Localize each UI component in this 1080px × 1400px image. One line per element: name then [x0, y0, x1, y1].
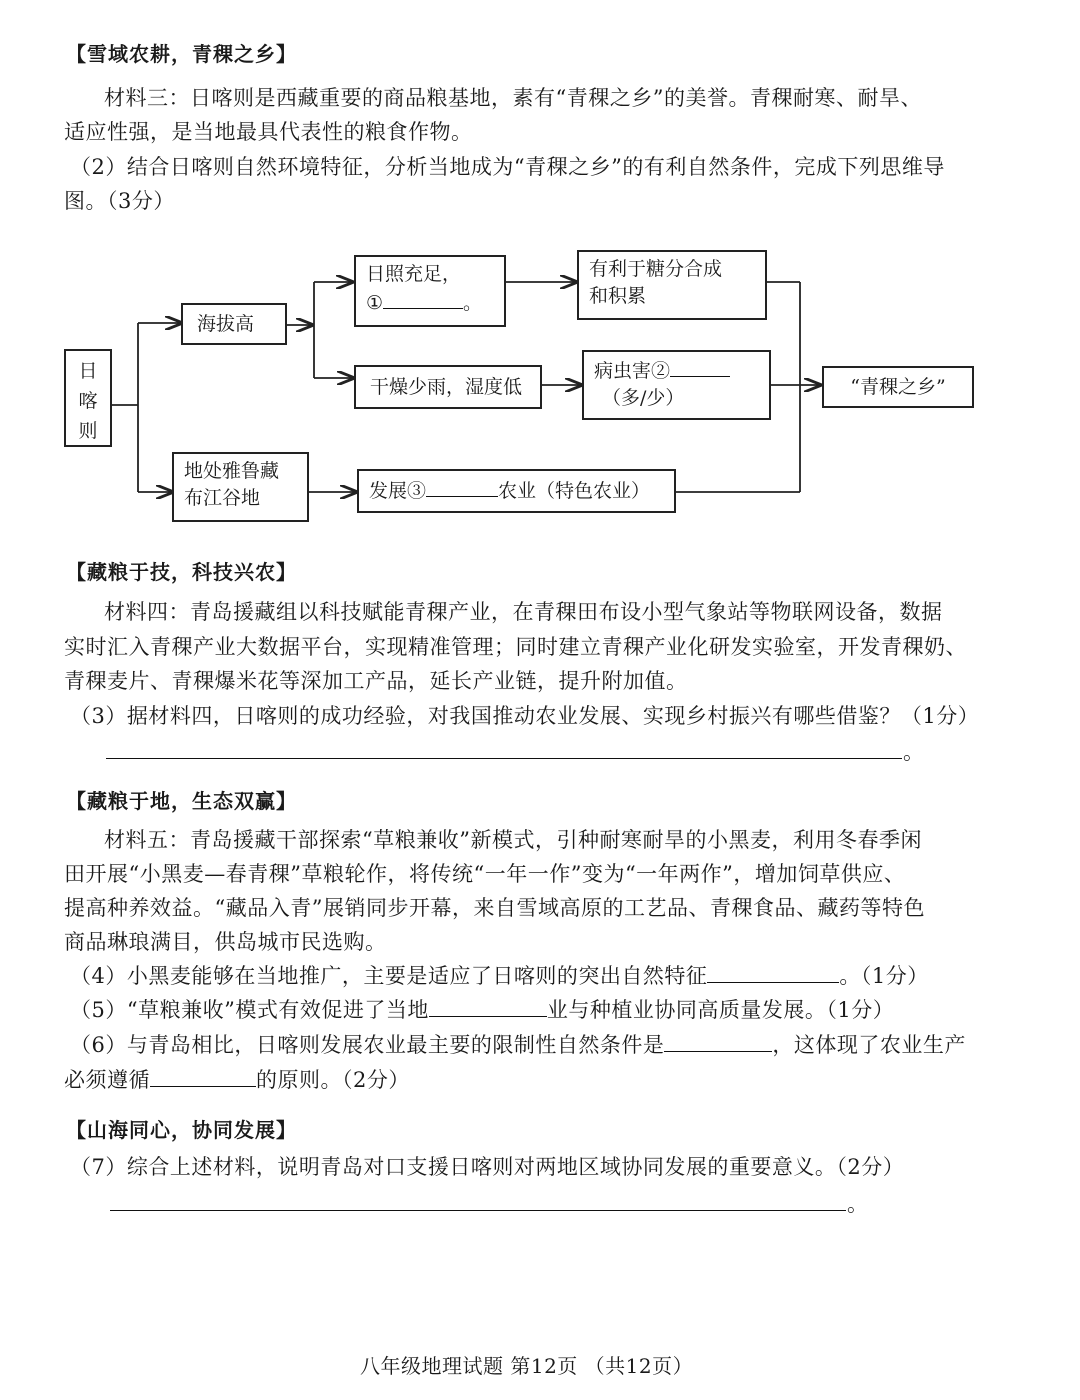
answer-blank-q4[interactable] — [707, 962, 839, 983]
section-heading-land-ecology: 【藏粮于地，生态双赢】 — [66, 789, 297, 813]
answer-blank-2[interactable] — [670, 356, 730, 377]
question-6-line2 — [64, 1066, 410, 1094]
valley-text-line1: 地处雅鲁藏 — [184, 460, 280, 482]
sunshine-period: 。 — [463, 292, 483, 314]
sugar-text-line1: 有利于糖分合成 — [589, 258, 723, 280]
answer-blank-q6b[interactable] — [150, 1066, 256, 1087]
q7-end-mark: 。 — [847, 1192, 869, 1216]
page-footer: 八年级地理试题 第12页 （共12页） — [360, 1354, 694, 1378]
develop-suffix: 农业（特色农业） — [498, 480, 651, 502]
question-6-line1 — [70, 1031, 966, 1059]
result-label: “青稞之乡” — [850, 376, 946, 398]
q6-line2-text: 必须遵循 — [64, 1068, 150, 1092]
material4-line1: 材料四：青岛援藏组以科技赋能青稞产业，在青稞田布设小型气象站等物联网设备，数据 — [104, 600, 943, 624]
section-heading-tech-farming: 【藏粮于技，科技兴农】 — [66, 560, 297, 584]
q3-end-mark: 。 — [903, 740, 925, 764]
develop-label: 发展③ — [369, 480, 427, 502]
altitude-label: 海拔高 — [197, 313, 255, 335]
root-char: 则 — [78, 420, 98, 442]
mindmap-altitude-box — [181, 303, 287, 345]
mindmap-valley-box — [172, 452, 309, 522]
dry-label: 干燥少雨，湿度低 — [370, 376, 523, 398]
material5-line3: 提高种养效益。“藏品入青”展销同步开幕，来自雪域高原的工艺品、青稞食品、藏药等特色 — [64, 896, 925, 920]
material3-line2: 适应性强，是当地最具代表性的粮食作物。 — [64, 120, 473, 144]
material5-line1: 材料五：青岛援藏干部探索“草粮兼收”新模式，引种耐寒耐旱的小黑麦，利用冬春季闲 — [104, 828, 922, 852]
question-2-line1: （2）结合日喀则自然环境特征，分析当地成为“青稞之乡”的有利自然条件，完成下列思维导 — [70, 155, 945, 179]
q6-text: （6）与青岛相比，日喀则发展农业最主要的限制性自然条件是 — [70, 1033, 665, 1057]
answer-line-q3[interactable] — [106, 758, 902, 759]
section-heading-coordinated-development: 【山海同心，协同发展】 — [66, 1118, 297, 1142]
material4-line2: 实时汇入青稞产业大数据平台，实现精准管理；同时建立青稞产业化研发实验室，开发青稞奶、 — [64, 635, 967, 659]
mindmap-pest-box — [582, 350, 771, 420]
pest-options: （多/少） — [602, 387, 685, 409]
q6-text-suffix: ，这体现了农业生产 — [772, 1033, 966, 1057]
mindmap-dry-box — [354, 365, 542, 409]
answer-blank-q5[interactable] — [429, 996, 547, 1017]
material5-line4: 商品琳琅满目，供岛城市民选购。 — [64, 930, 387, 954]
answer-line-q7[interactable] — [110, 1210, 846, 1211]
valley-text-line2: 布江谷地 — [184, 487, 261, 509]
answer-blank-1[interactable] — [383, 288, 463, 309]
sunshine-text: 日照充足， — [366, 263, 462, 285]
q6-score: 的原则。（2分） — [256, 1068, 410, 1092]
section-heading-snow-farming: 【雪域农耕，青稞之乡】 — [66, 42, 297, 66]
question-7: （7）综合上述材料，说明青岛对口支援日喀则对两地区域协同发展的重要意义。（2分） — [70, 1155, 905, 1179]
material3-line1: 材料三：日喀则是西藏重要的商品粮基地，素有“青稞之乡”的美誉。青稞耐寒、耐旱、 — [104, 86, 922, 110]
question-3: （3）据材料四，日喀则的成功经验，对我国推动农业发展、实现乡村振兴有哪些借鉴？（1分） — [70, 704, 980, 728]
q5-text: （5）“草粮兼收”模式有效促进了当地 — [70, 998, 429, 1022]
root-char: 日 — [78, 360, 98, 382]
mindmap-sugar-box — [577, 250, 767, 320]
q4-text: （4）小黑麦能够在当地推广，主要是适应了日喀则的突出自然特征 — [70, 964, 708, 988]
mindmap-root-box — [64, 349, 112, 447]
blank-number-1: ① — [366, 292, 384, 314]
q4-score: 。（1分） — [839, 964, 929, 988]
material4-line3: 青稞麦片、青稞爆米花等深加工产品，延长产业链，提升附加值。 — [64, 669, 688, 693]
mindmap-develop-box — [357, 469, 676, 513]
answer-blank-q6a[interactable] — [664, 1031, 772, 1052]
q5-score: 业与种植业协同高质量发展。（1分） — [546, 998, 895, 1022]
material5-line2: 田开展“小黑麦—春青稞”草粮轮作，将传统“一年一作”变为“一年两作”，增加饲草供应、 — [64, 862, 906, 886]
question-5 — [70, 996, 894, 1024]
mindmap-sunshine-box — [354, 255, 506, 327]
sugar-text-line2: 和积累 — [589, 285, 647, 307]
root-char: 喀 — [78, 390, 98, 412]
pest-label: 病虫害② — [594, 360, 671, 382]
answer-blank-3[interactable] — [426, 476, 498, 497]
question-2-line2: 图。（3分） — [64, 189, 175, 213]
mindmap-result-box — [822, 366, 974, 408]
question-4 — [70, 962, 929, 990]
